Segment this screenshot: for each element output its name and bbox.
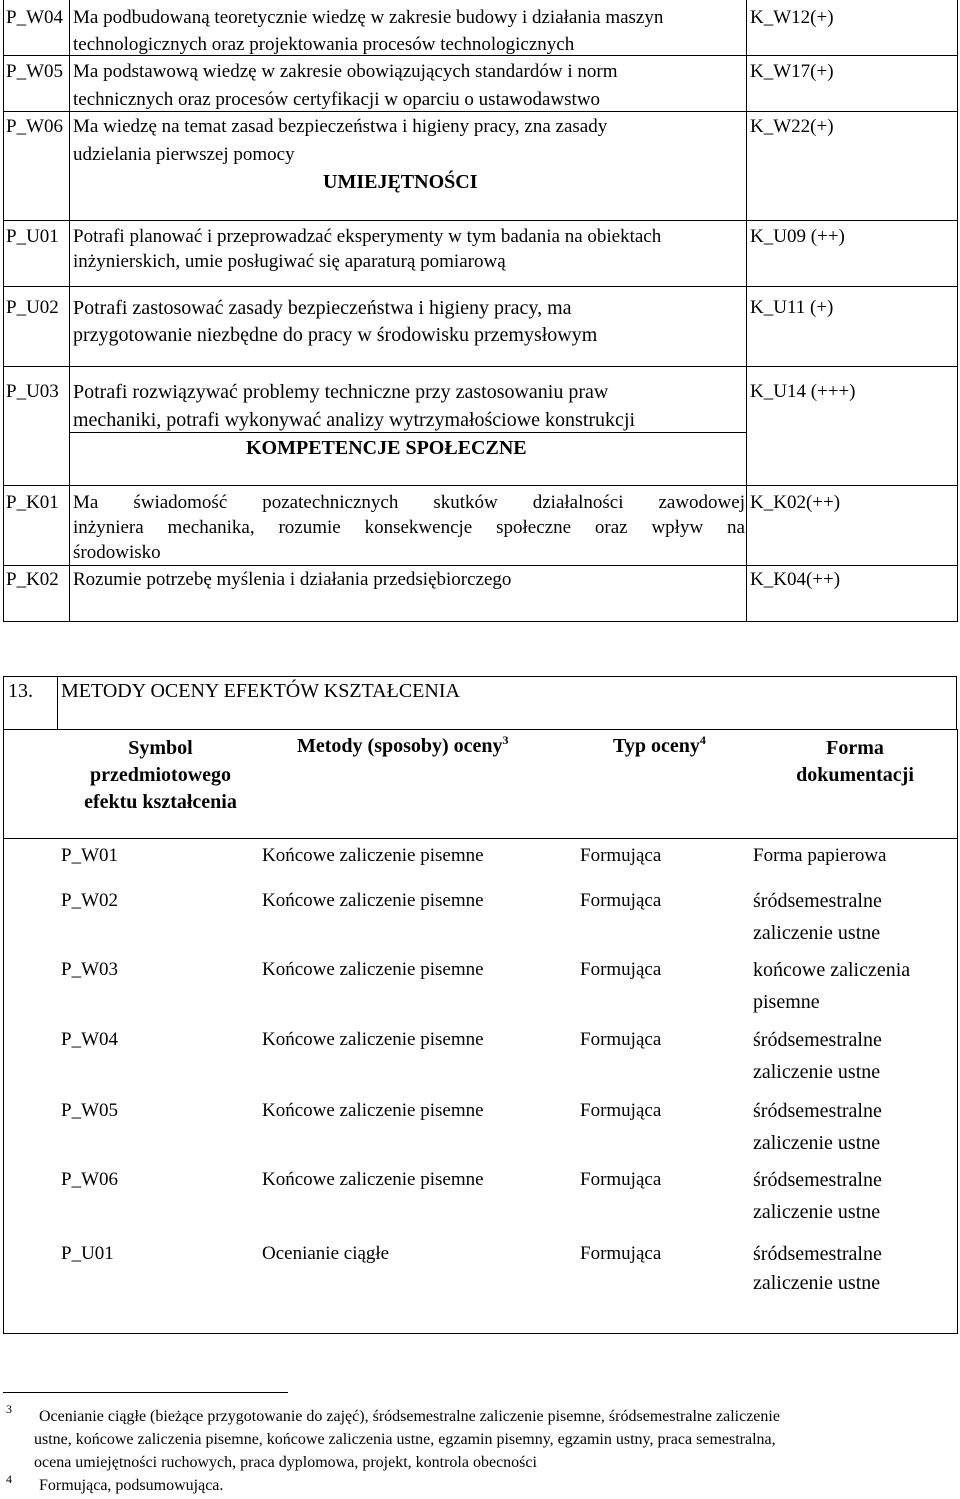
- table-cell-form: śródsemestralne: [753, 1029, 882, 1051]
- footnote-text: ustne, końcowe zaliczenia pisemne, końcowe zaliczenia ustne, egzamin pisemny, egzamin ustny, praca semestralna,: [34, 1431, 776, 1448]
- symbol-cell: P_K01: [6, 492, 59, 513]
- table-cell-form: końcowe zaliczenia: [753, 959, 911, 981]
- footnote-text: ocena umiejętności ruchowych, praca dyplomowa, projekt, kontrola obecności: [34, 1454, 537, 1471]
- footnote-text: Formująca, podsumowująca.: [39, 1477, 224, 1494]
- section-heading: KOMPETENCJE SPOŁECZNE: [246, 437, 527, 459]
- reference-cell: K_K02(++): [750, 492, 841, 513]
- description-cell: mechaniki, potrafi wykonywać analizy wytrzymałościowe konstrukcji: [73, 409, 636, 431]
- header-symbol: Symbol przedmiotowego efektu kształcenia: [84, 737, 237, 813]
- reference-cell: K_W17(+): [750, 61, 834, 82]
- table-cell-form: zaliczenie ustne: [753, 922, 881, 944]
- symbol-cell: P_K02: [6, 569, 59, 590]
- row-divider: [3, 55, 958, 56]
- table-cell-symbol: P_W02: [61, 890, 118, 911]
- reference-cell: K_W22(+): [750, 116, 834, 137]
- description-cell: Rozumie potrzebę myślenia i działania przedsiębiorczego: [73, 569, 512, 590]
- table-cell-form: śródsemestralne: [753, 1169, 882, 1191]
- table-cell-type: Formująca: [580, 1029, 662, 1050]
- table-cell-symbol: P_W01: [61, 845, 118, 866]
- description-cell: Potrafi planować i przeprowadzać eksperymenty w tym badania na obiektach: [73, 226, 662, 247]
- column-divider: [69, 0, 70, 622]
- row-divider: [3, 220, 958, 221]
- description-cell: Ma podbudowaną teoretycznie wiedzę w zakresie budowy i działania maszyn: [73, 7, 664, 28]
- table-cell-method: Ocenianie ciągłe: [262, 1243, 390, 1264]
- footnote-mark: 3: [6, 1402, 12, 1416]
- table-border: [3, 621, 958, 622]
- description-cell: środowisko: [73, 542, 161, 563]
- table-border: [3, 0, 4, 622]
- table-cell-method: Końcowe zaliczenie pisemne: [262, 959, 484, 980]
- footnote-mark: 4: [6, 1472, 12, 1486]
- symbol-cell: P_W05: [6, 61, 63, 82]
- symbol-cell: P_U01: [6, 226, 59, 247]
- table-cell-method: Końcowe zaliczenie pisemne: [262, 1169, 484, 1190]
- description-cell: Ma podstawową wiedzę w zakresie obowiązujących standardów i norm: [73, 61, 618, 82]
- symbol-cell: P_W06: [6, 116, 63, 137]
- table-cell-type: Formująca: [580, 1169, 662, 1190]
- description-cell: Ma wiedzę na temat zasad bezpieczeństwa i higieny pracy, zna zasady: [73, 116, 608, 137]
- row-divider: [3, 565, 958, 566]
- reference-cell: K_K04(++): [750, 569, 841, 590]
- table-cell-type: Formująca: [580, 890, 662, 911]
- table-cell-type: Formująca: [580, 959, 662, 980]
- reference-cell: K_U11 (+): [750, 297, 834, 318]
- table-cell-form: śródsemestralne: [753, 890, 882, 912]
- header-type: Typ oceny$^4$: [613, 733, 706, 757]
- column-divider: [57, 676, 58, 730]
- table-cell-symbol: P_W05: [61, 1100, 118, 1121]
- reference-cell: K_W12(+): [750, 7, 834, 28]
- description-cell: Ma świadomość pozatechnicznych skutków działalności zawodowej: [73, 492, 745, 513]
- symbol-cell: P_U02: [6, 297, 59, 318]
- section-number: 13.: [8, 680, 33, 702]
- table-cell-type: Formująca: [580, 1243, 662, 1264]
- symbol-cell: P_U03: [6, 381, 59, 402]
- table-cell-symbol: P_U01: [61, 1243, 114, 1264]
- description-cell: technologicznych oraz projektowania procesów technologicznych: [73, 34, 575, 55]
- table-cell-type: Formująca: [580, 845, 662, 866]
- description-cell: inżyniera mechanika, rozumie konsekwencje społeczne oraz wpływ na: [73, 517, 745, 538]
- description-cell: udzielania pierwszej pomocy: [73, 144, 295, 165]
- table-cell-form: śródsemestralne: [753, 1100, 882, 1122]
- row-divider: [3, 286, 958, 287]
- row-divider: [3, 729, 958, 730]
- header-form: Forma dokumentacji: [796, 737, 914, 786]
- description-cell: Potrafi zastosować zasady bezpieczeństwa i higieny pracy, ma: [73, 297, 572, 319]
- description-cell: przygotowanie niezbędne do pracy w środowisku przemysłowym: [73, 324, 598, 346]
- table-cell-form: zaliczenie ustne: [753, 1132, 881, 1154]
- table-border: [957, 729, 958, 1334]
- cell-divider: [69, 432, 747, 433]
- column-divider: [746, 0, 747, 622]
- table-cell-type: Formująca: [580, 1100, 662, 1121]
- table-cell-form: zaliczenie ustne: [753, 1201, 881, 1223]
- table-cell-symbol: P_W04: [61, 1029, 118, 1050]
- footnote-separator: [3, 1392, 288, 1393]
- row-divider: [3, 838, 958, 839]
- section-title: METODY OCENY EFEKTÓW KSZTAŁCENIA: [61, 680, 460, 702]
- description-cell: inżynierskich, umie posługiwać się aparaturą pomiarową: [73, 251, 506, 272]
- table-border: [3, 729, 4, 1334]
- table-cell-method: Końcowe zaliczenie pisemne: [262, 890, 484, 911]
- table-cell-symbol: P_W06: [61, 1169, 118, 1190]
- table-cell-form: zaliczenie ustne: [753, 1061, 881, 1083]
- table-cell-form: Forma papierowa: [753, 845, 887, 866]
- table-cell-form: pisemne: [753, 991, 820, 1013]
- row-divider: [3, 111, 958, 112]
- header-methods: Metody (sposoby) oceny$^3$: [297, 733, 509, 757]
- description-cell: technicznych oraz procesów certyfikacji w oparciu o ustawodawstwo: [73, 89, 601, 110]
- table-cell-symbol: P_W03: [61, 959, 118, 980]
- footnote-text: Ocenianie ciągłe (bieżące przygotowanie do zajęć), śródsemestralne zaliczenie pisemne, śródsemestralne zaliczenie: [39, 1408, 780, 1425]
- row-divider: [3, 485, 958, 486]
- table-cell-form: zaliczenie ustne: [753, 1272, 881, 1294]
- table-border: [3, 1333, 958, 1334]
- symbol-cell: P_W04: [6, 7, 63, 28]
- row-divider: [3, 366, 958, 367]
- reference-cell: K_U14 (+++): [750, 381, 856, 402]
- table-border: [957, 0, 958, 622]
- table-cell-method: Końcowe zaliczenie pisemne: [262, 1029, 484, 1050]
- description-cell: Potrafi rozwiązywać problemy techniczne przy zastosowaniu praw: [73, 381, 609, 403]
- table-cell-method: Końcowe zaliczenie pisemne: [262, 845, 484, 866]
- section-heading: UMIEJĘTNOŚCI: [323, 171, 478, 193]
- reference-cell: K_U09 (++): [750, 226, 845, 247]
- table-cell-method: Końcowe zaliczenie pisemne: [262, 1100, 484, 1121]
- table-cell-form: śródsemestralne: [753, 1243, 882, 1265]
